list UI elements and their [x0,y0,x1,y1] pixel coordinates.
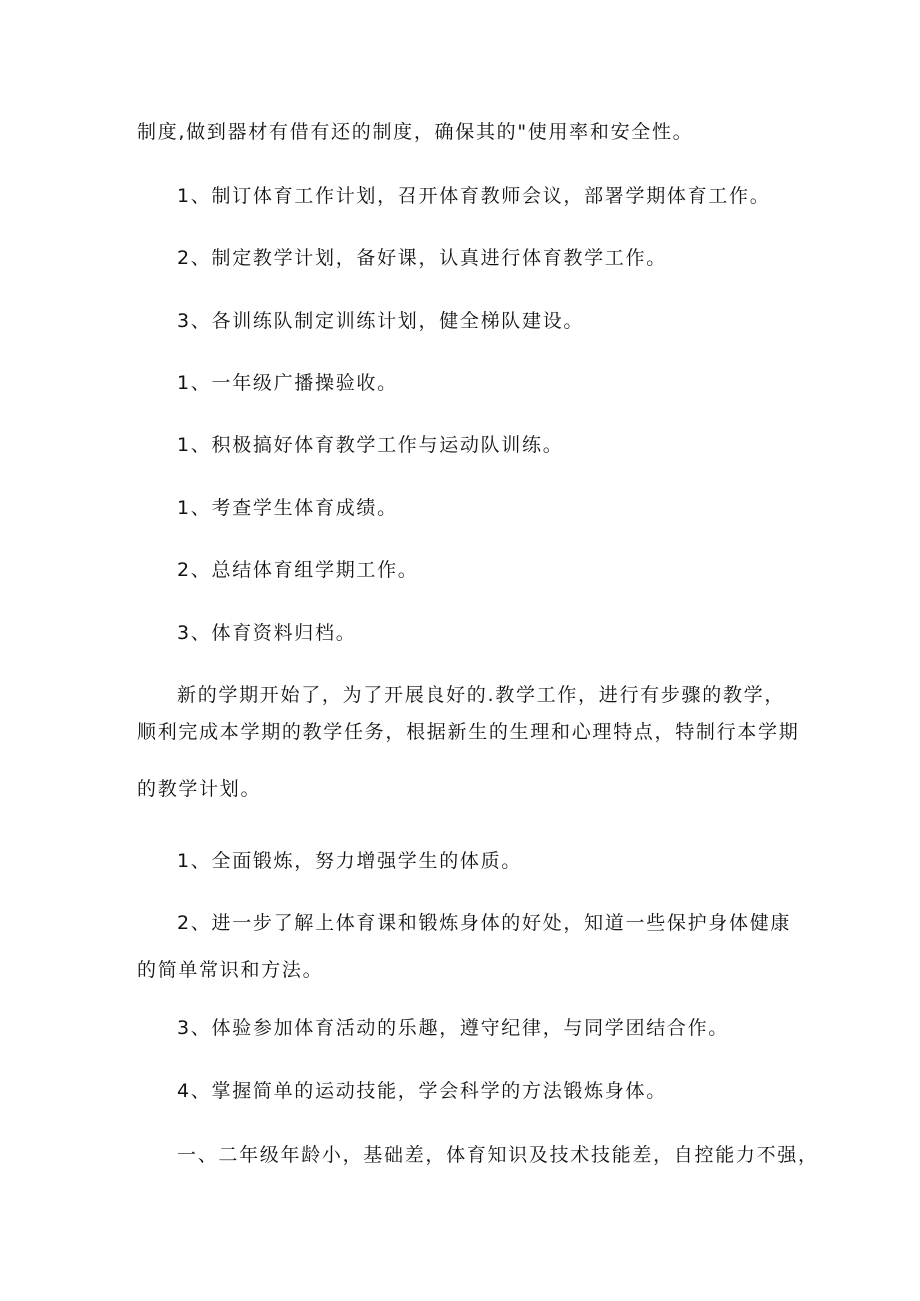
paragraph-line: 新的学期开始了，为了开展良好的.教学工作，进行有步骤的教学， [177,684,786,706]
list-item: 1、积极搞好体育教学工作与运动队训练。 [177,434,564,456]
paragraph-line: 的教学计划。 [137,778,262,800]
list-item: 1、全面锻炼，努力增强学生的体质。 [177,850,522,872]
list-item: 3、各训练队制定训练计划，健全梯队建设。 [177,310,585,332]
list-item: 1、制订体育工作计划，召开体育教师会议，部署学期体育工作。 [177,185,771,207]
list-item: 1、一年级广播操验收。 [177,372,398,394]
list-item: 3、体育资料归档。 [177,622,357,644]
paragraph-line: 一、二年级年龄小，基础差，体育知识及技术技能差，自控能力不强， [177,1144,819,1166]
paragraph-line: 制度,做到器材有借有还的制度，确保其的"使用率和安全性。 [137,121,694,143]
list-item: 1、考查学生体育成绩。 [177,497,398,519]
paragraph-line: 顺利完成本学期的教学任务，根据新生的生理和心理特点，特制行本学期 [137,721,800,743]
list-item: 2、总结体育组学期工作。 [177,559,419,581]
list-item: 3、体验参加体育活动的乐趣，遵守纪律，与同学团结合作。 [177,1017,729,1039]
list-item: 2、进一步了解上体育课和锻炼身体的好处，知道一些保护身体健康 [177,912,792,934]
paragraph-line: 的简单常识和方法。 [137,959,324,981]
list-item: 4、掌握简单的运动技能，学会科学的方法锻炼身体。 [177,1080,667,1102]
list-item: 2、制定教学计划，备好课，认真进行体育教学工作。 [177,247,667,269]
